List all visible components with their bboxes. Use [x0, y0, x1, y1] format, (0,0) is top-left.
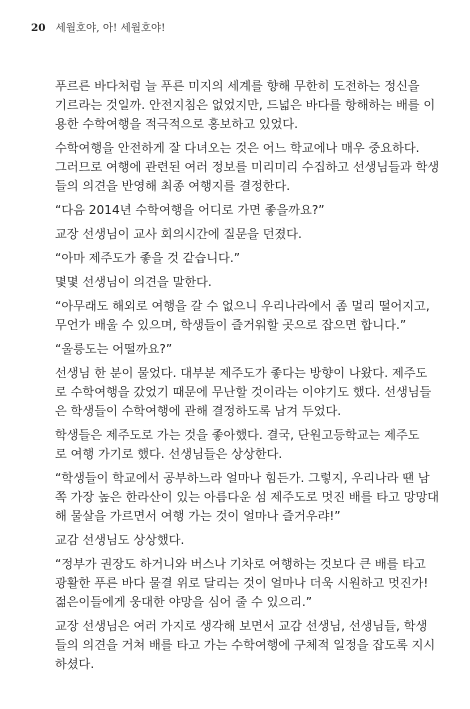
- paragraph: [40, 201, 440, 220]
- text-line: 교감 선생님도 상상했다.: [55, 533, 185, 547]
- text-line: 수학여행을 안전하게 잘 다녀오는 것은 어느 학교에나 매우 중요하다.: [55, 141, 420, 155]
- paragraph: [40, 340, 440, 359]
- text-line: 선생님 한 분이 물었다. 대부분 제주도가 좋다는 방향이 나왔다. 제주도: [55, 366, 428, 380]
- text-line: 들의 의견을 반영해 최종 여행지를 결정한다.: [55, 179, 291, 193]
- text-line: “정부가 권장도 하거니와 버스나 기차로 여행하는 것보다 큰 배를 타고: [55, 557, 426, 571]
- text-line: 로 여행 가기로 했다. 선생님들은 상상한다.: [55, 447, 283, 461]
- text-line: “아마 제주도가 좋을 것 같습니다.”: [55, 251, 241, 265]
- paragraph: [40, 249, 440, 268]
- paragraph: [40, 469, 440, 526]
- text-line: 들의 의견을 거쳐 배를 타고 가는 수학여행에 구체적 일정을 잡도록 지시: [55, 638, 436, 652]
- paragraph: [40, 364, 440, 421]
- text-line: 은 학생들이 수학여행에 관해 결정하도록 남겨 두었다.: [55, 404, 342, 418]
- paragraph: [40, 426, 440, 464]
- running-title: 세월호야, 아! 세월호야!: [55, 22, 166, 34]
- text-line: 쪽 가장 높은 한라산이 있는 아름다운 섬 제주도로 멋진 배를 타고 망망대: [55, 490, 440, 504]
- paragraph: [40, 273, 440, 292]
- text-line: 해 물살을 가르면서 여행 가는 것이 얼마나 즐거우랴!”: [55, 509, 341, 523]
- text-line: 푸르른 바다처럼 늘 푸른 미지의 세계를 향해 무한히 도전하는 정신을: [55, 79, 420, 93]
- text-line: “학생들이 학교에서 공부하느라 얼마나 힘든가. 그렇지, 우리나라 땐 남: [55, 471, 430, 485]
- text-line: “다음 2014년 수학여행을 어디로 가면 좋을까요?”: [55, 203, 325, 217]
- paragraph: [40, 617, 440, 674]
- text-line: 그러므로 여행에 관련된 여러 정보를 미리미리 수집하고 선생님들과 학생: [55, 160, 440, 174]
- paragraph: [40, 297, 440, 335]
- running-header: [31, 20, 165, 35]
- text-line: 광활한 푸른 바다 물결 위로 달리는 것이 얼마나 더욱 시원하고 멋진가!: [55, 576, 429, 590]
- paragraph: [40, 531, 440, 550]
- paragraph: [40, 225, 440, 244]
- text-line: 무언가 배울 수 있으며, 학생들이 즐거워할 곳으로 잡으면 합니다.”: [55, 318, 407, 332]
- text-line: 몇몇 선생님이 의견을 말한다.: [55, 275, 212, 289]
- page-number: 20: [31, 22, 46, 34]
- text-line: 로 수학여행을 갔었기 때문에 무난할 것이라는 이야기도 했다. 선생님들: [55, 385, 432, 399]
- paragraph: [40, 555, 440, 612]
- text-line: “아무래도 해외로 여행을 갈 수 없으니 우리나라에서 좀 멀리 떨어지고,: [55, 299, 430, 313]
- body-text: [40, 77, 440, 679]
- text-line: 젊은이들에게 웅대한 야망을 심어 줄 수 있으리.”: [55, 595, 313, 609]
- text-line: 교장 선생님이 교사 회의시간에 질문을 던졌다.: [55, 227, 302, 241]
- text-line: 학생들은 제주도로 가는 것을 좋아했다. 결국, 단원고등학교는 제주도: [55, 428, 420, 442]
- paragraph: [40, 139, 440, 196]
- text-line: “울릉도는 어떨까요?”: [55, 342, 173, 356]
- paragraph: [40, 77, 440, 134]
- text-line: 교장 선생님은 여러 가지로 생각해 보면서 교감 선생님, 선생님들, 학생: [55, 619, 428, 633]
- text-line: 용한 수학여행을 적극적으로 홍보하고 있었다.: [55, 117, 299, 131]
- text-line: 기르라는 것일까. 안전지침은 없었지만, 드넓은 바다를 항해하는 배를 이: [55, 98, 436, 112]
- text-line: 하셨다.: [55, 657, 95, 671]
